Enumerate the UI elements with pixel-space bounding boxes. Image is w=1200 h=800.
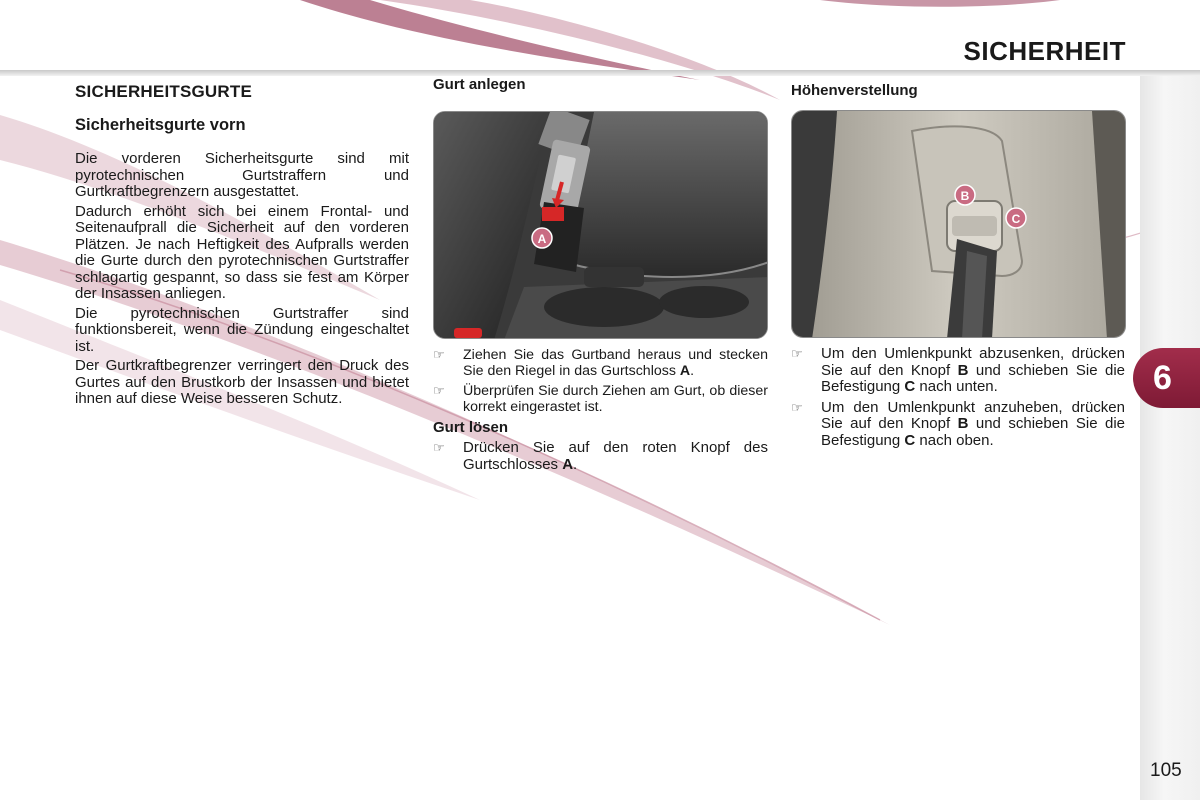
step-text: Drücken Sie auf den roten Knopf des Gurtschlosses [463,439,768,473]
pointing-hand-icon: ☞ [791,399,803,415]
step-text: nach unten. [915,378,998,395]
step-text: Um den Umlenkpunkt abzusenken, drücken Sie auf den Knopf [821,345,1125,379]
label-a: A [537,232,547,246]
paragraph: Die pyrotechnischen Gurtstraffer sind funktionsbereit, wenn die Zündung eingeschaltet ist. [75,304,409,355]
section-title: SICHERHEIT [963,36,1126,66]
pointing-hand-icon: ☞ [791,346,803,361]
label-c: C [1011,212,1021,226]
step-end: . [573,455,578,473]
step-ref: C [904,431,916,449]
heading-fasten: Gurt anlegen [433,76,526,93]
column-fasten [433,76,768,477]
step-ref: A [562,455,574,473]
heading-release: Gurt lösen [433,419,509,436]
side-strip [1140,76,1200,800]
list-item [791,346,1125,396]
list-item [433,440,768,473]
step-text: Um den Umlenkpunkt anzuheben, drücken Sie auf den Knopf [821,398,1125,432]
main-heading: SICHERHEITSGURTE [75,82,252,101]
column-height [791,82,1125,453]
pointing-hand-icon: ☞ [433,383,445,398]
sub-heading: Sicherheitsgurte vorn [75,116,246,134]
step-text: und schieben Sie die Befestigung [821,361,1125,395]
step-text: Ziehen Sie das Gurtband heraus und stecken Sie den Riegel in das Gurtschloss [463,347,768,379]
paragraph: Der Gurtkraftbegrenzer verringert den Druck des Gurtes auf den Brustkorb der Insassen und bietet ihnen auf diese Weise besseren Schutz. [75,357,409,407]
height-adjust-figure [791,110,1126,338]
heading-height: Höhenverstellung [791,82,918,99]
list-item [433,383,768,415]
height-steps [791,346,1125,449]
column-intro [75,82,409,411]
step-ref: B [957,361,969,379]
step-end: . [690,363,695,379]
step-ref: B [957,415,969,432]
list-item [791,400,1125,450]
step-text: Überprüfen Sie durch Ziehen am Gurt, ob dieser korrekt eingerastet ist. [463,383,768,415]
chapter-tab[interactable]: 6 [1133,348,1200,408]
step-text: und schieben Sie die Befestigung [821,415,1125,449]
pointing-hand-icon: ☞ [433,440,445,455]
buckle-figure [433,111,768,339]
release-steps [433,440,768,473]
list-item [433,347,768,379]
label-b: B [960,189,970,203]
step-text: nach oben. [915,431,994,449]
page-number: 105 [1150,760,1182,781]
paragraph: Die vorderen Sicherheitsgurte sind mit pyrotechnischen Gurtstraffern und Gurtkraftbegrenzern ausgestattet. [75,150,409,200]
step-ref: C [904,378,916,395]
step-ref: A [679,363,691,379]
pointing-hand-icon: ☞ [433,347,445,362]
fasten-steps [433,347,768,415]
paragraph: Dadurch erhöht sich bei einem Frontal- und Seitenaufprall die Sicherheit auf den vorderen Plätzen. Je nach Heftigkeit des Aufpralls werden die Gurte durch den pyrotechnischen Gurtstraffer schlagartig gespannt, so dass sie fest am Körper der Insassen anliegen. [75,202,409,302]
